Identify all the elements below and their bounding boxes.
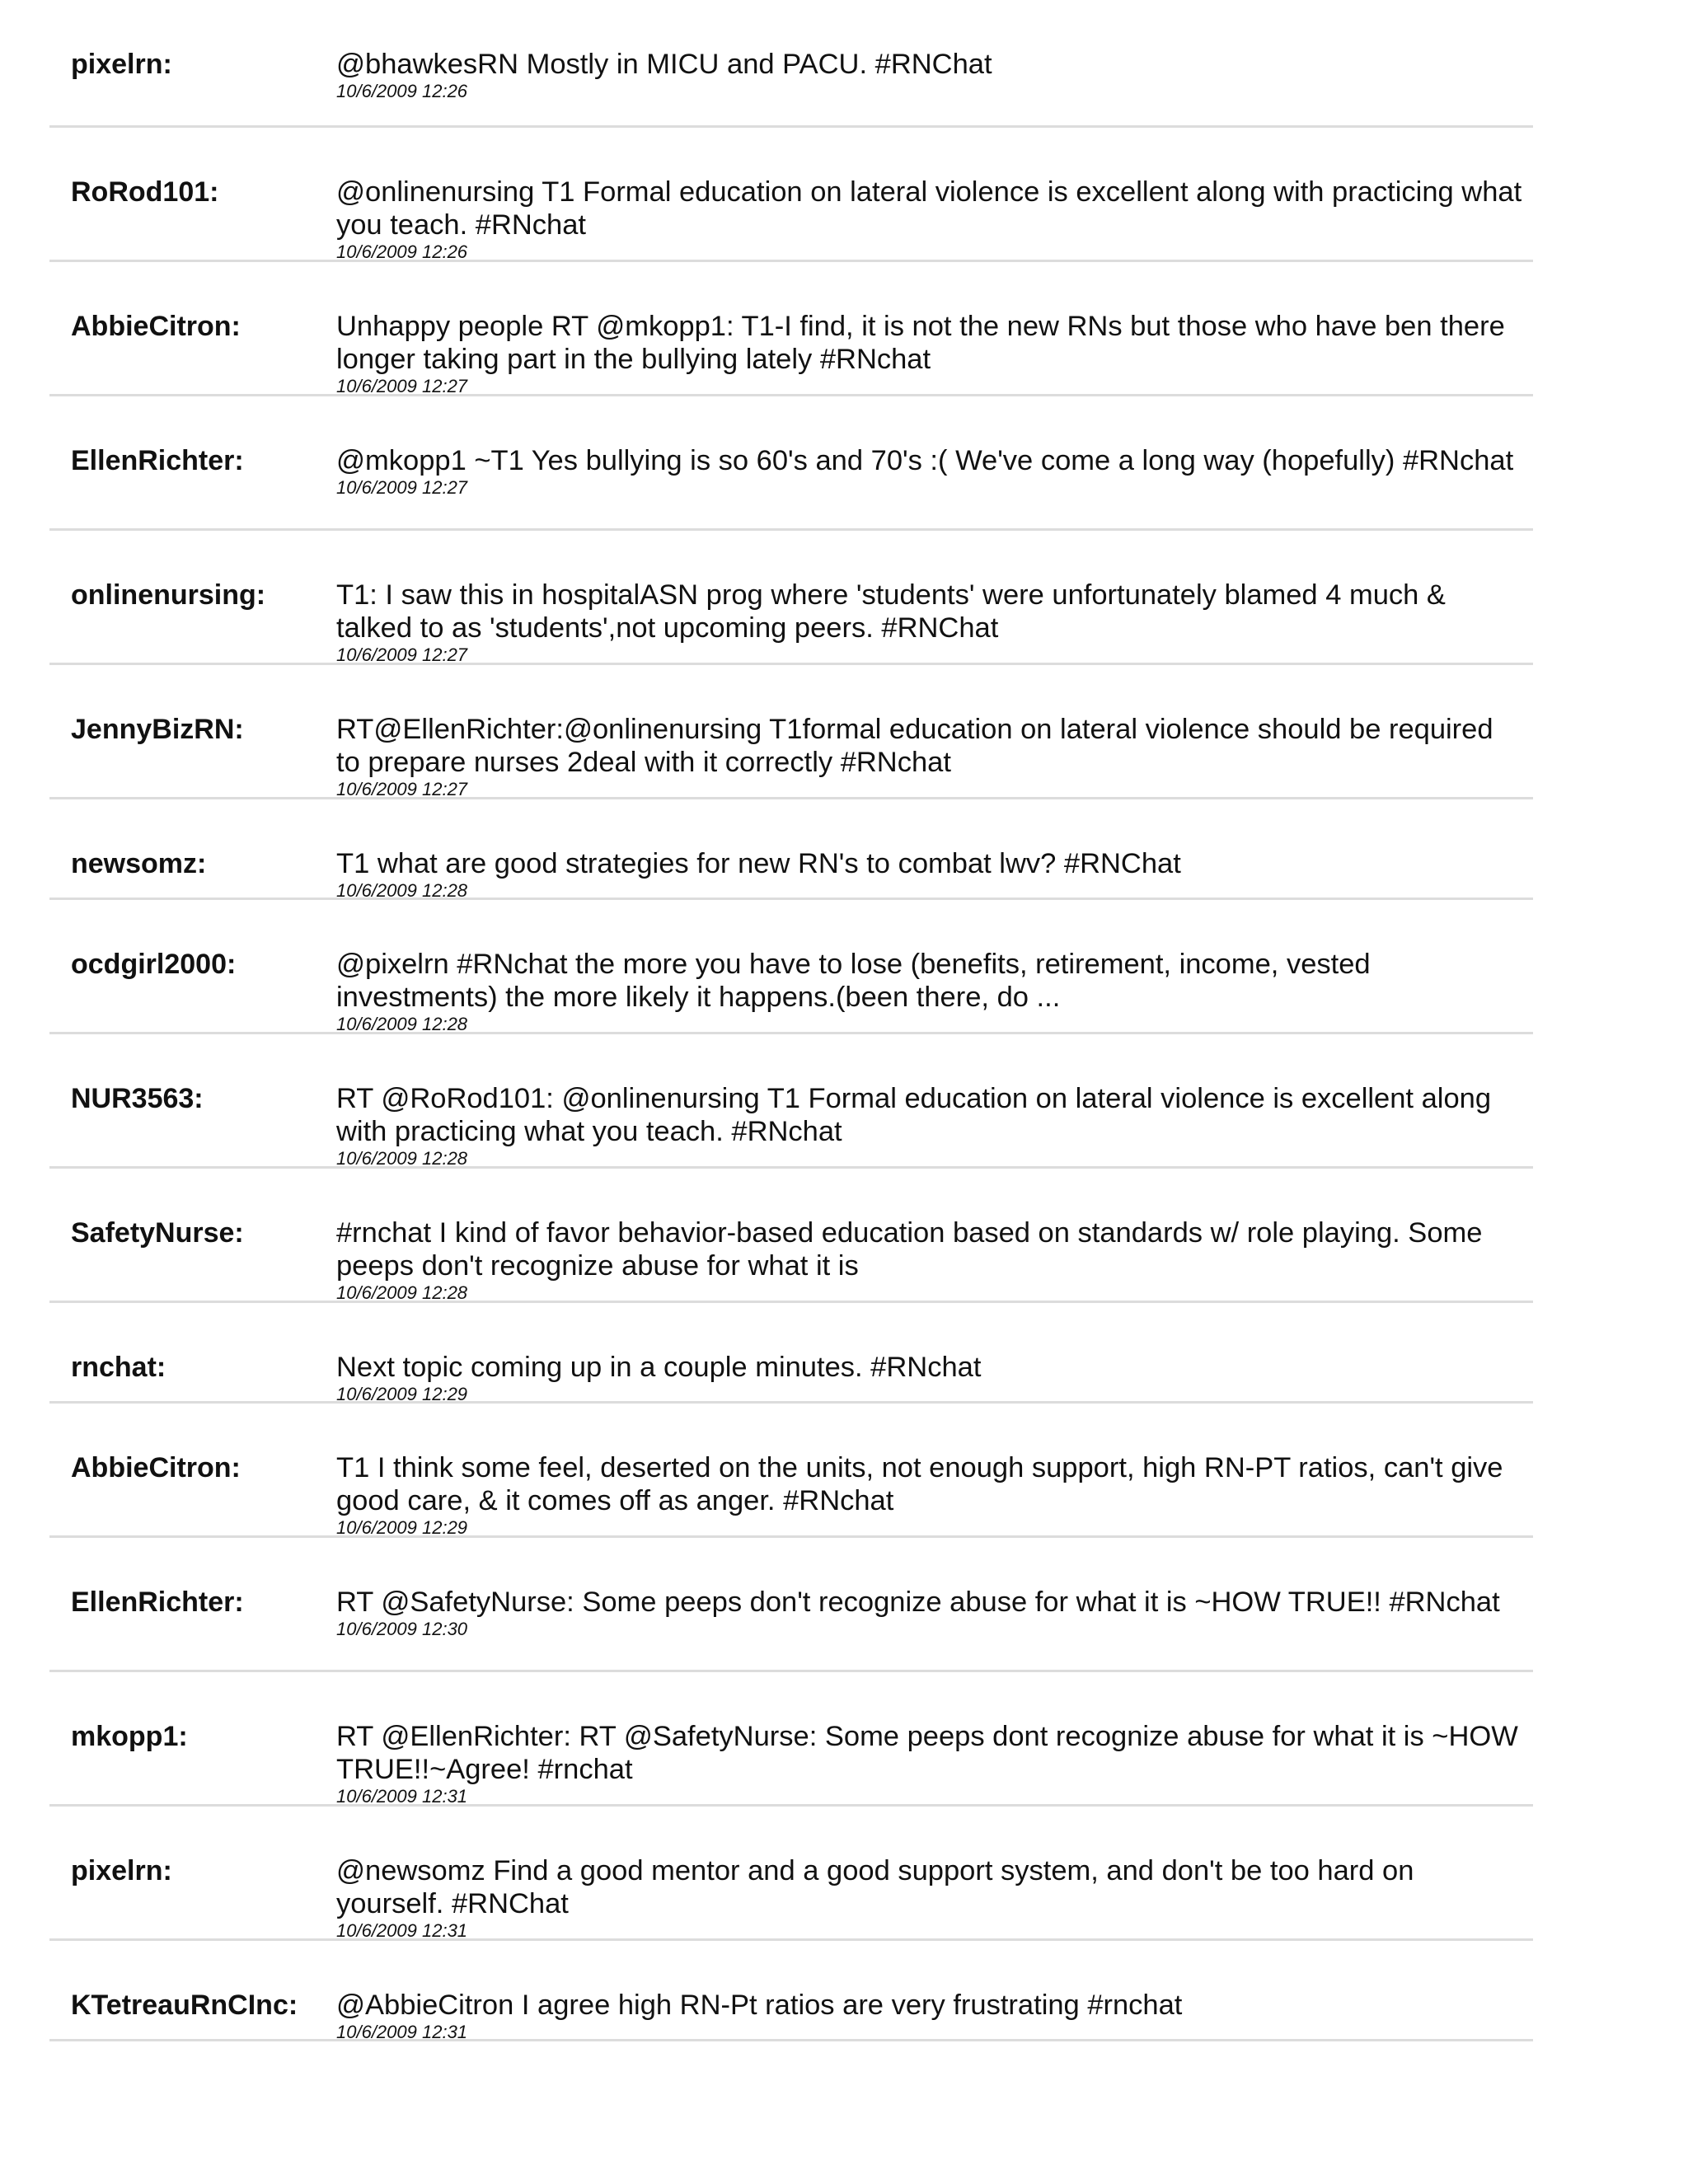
tweet-timestamp: 10/6/2009 12:28	[336, 1282, 468, 1303]
tweet-text: RT@EllenRichter:@onlinenursing T1formal education on lateral violence should be required to prepare nurses 2deal with it correctly #RNchat	[336, 714, 1493, 778]
tweet-row	[49, 1672, 1533, 1807]
chat-transcript	[49, 0, 1533, 2041]
tweet-timestamp: 10/6/2009 12:28	[336, 1014, 468, 1034]
tweet-text: @newsomz Find a good mentor and a good support system, and don't be too hard on yourself. #RNChat	[336, 1855, 1414, 1919]
tweet-row	[49, 0, 1533, 128]
tweet-author: rnchat:	[71, 1352, 166, 1383]
tweet-body	[336, 847, 1523, 902]
tweet-timestamp: 10/6/2009 12:31	[336, 1920, 468, 1941]
tweet-body	[336, 1586, 1523, 1640]
tweet-body	[336, 579, 1523, 666]
tweet-author: EllenRichter:	[71, 445, 244, 476]
tweet-text: Unhappy people RT @mkopp1: T1-I find, it is not the new RNs but those who have ben there longer taking part in the bullying lately #RNchat	[336, 311, 1505, 375]
tweet-body	[336, 1989, 1523, 2043]
tweet-body	[336, 1451, 1523, 1539]
tweet-text: Next topic coming up in a couple minutes. #RNchat	[336, 1352, 982, 1383]
tweet-body	[336, 1216, 1523, 1304]
tweet-body	[336, 444, 1523, 499]
tweet-author: AbbieCitron:	[71, 311, 241, 342]
tweet-row	[49, 1538, 1533, 1672]
tweet-body	[336, 310, 1523, 397]
tweet-author: NUR3563:	[71, 1083, 204, 1114]
tweet-timestamp: 10/6/2009 12:26	[336, 241, 468, 262]
tweet-row	[49, 665, 1533, 799]
tweet-body	[336, 1720, 1523, 1807]
tweet-timestamp: 10/6/2009 12:31	[336, 2022, 468, 2042]
tweet-body	[336, 176, 1523, 263]
tweet-body	[336, 713, 1523, 800]
tweet-author: EllenRichter:	[71, 1586, 244, 1618]
tweet-author: JennyBizRN:	[71, 714, 244, 745]
tweet-timestamp: 10/6/2009 12:27	[336, 644, 468, 665]
tweet-text: RT @SafetyNurse: Some peeps don't recognize abuse for what it is ~HOW TRUE!! #RNchat	[336, 1586, 1500, 1618]
tweet-body	[336, 1082, 1523, 1169]
tweet-timestamp: 10/6/2009 12:27	[336, 376, 468, 396]
tweet-row	[49, 1404, 1533, 1538]
tweet-author: AbbieCitron:	[71, 1452, 241, 1483]
tweet-text: @AbbieCitron I agree high RN-Pt ratios are very frustrating #rnchat	[336, 1990, 1183, 2021]
tweet-row	[49, 1034, 1533, 1169]
tweet-author: pixelrn:	[71, 1855, 172, 1886]
tweet-body	[336, 948, 1523, 1035]
tweet-timestamp: 10/6/2009 12:26	[336, 81, 468, 101]
tweet-row	[49, 1169, 1533, 1303]
tweet-text: T1 what are good strategies for new RN's to combat lwv? #RNChat	[336, 848, 1181, 879]
tweet-body	[336, 1854, 1523, 1942]
tweet-author: newsomz:	[71, 848, 207, 879]
tweet-text: @mkopp1 ~T1 Yes bullying is so 60's and 70's :( We've come a long way (hopefully) #RNchat	[336, 445, 1514, 476]
tweet-author: ocdgirl2000:	[71, 949, 237, 980]
tweet-row	[49, 128, 1533, 262]
tweet-row	[49, 531, 1533, 665]
tweet-timestamp: 10/6/2009 12:29	[336, 1517, 468, 1538]
tweet-timestamp: 10/6/2009 12:28	[336, 1148, 468, 1169]
tweet-row	[49, 1303, 1533, 1404]
tweet-timestamp: 10/6/2009 12:30	[336, 1619, 468, 1639]
tweet-text: T1: I saw this in hospitalASN prog where 'students' were unfortunately blamed 4 much & talked to as 'students',not upcoming peers. #RNChat	[336, 579, 1446, 644]
tweet-text: T1 I think some feel, deserted on the units, not enough support, high RN-PT ratios, can't give good care, & it comes off as anger. #RNchat	[336, 1452, 1503, 1516]
tweet-author: RoRod101:	[71, 176, 219, 208]
tweet-text: @pixelrn #RNchat the more you have to lose (benefits, retirement, income, vested investments) the more likely it happens.(been there, do ...	[336, 949, 1371, 1013]
tweet-text: RT @RoRod101: @onlinenursing T1 Formal education on lateral violence is excellent along with practicing what you teach. #RNchat	[336, 1083, 1492, 1147]
tweet-row	[49, 799, 1533, 900]
tweet-text: @bhawkesRN Mostly in MICU and PACU. #RNChat	[336, 49, 992, 80]
tweet-author: KTetreauRnCInc:	[71, 1990, 298, 2021]
tweet-body	[336, 48, 1523, 102]
tweet-row	[49, 900, 1533, 1034]
tweet-text: @onlinenursing T1 Formal education on lateral violence is excellent along with practicing what you teach. #RNchat	[336, 176, 1522, 241]
tweet-timestamp: 10/6/2009 12:27	[336, 477, 468, 498]
tweet-row	[49, 262, 1533, 396]
tweet-timestamp: 10/6/2009 12:28	[336, 880, 468, 901]
tweet-text: #rnchat I kind of favor behavior-based education based on standards w/ role playing. Some peeps don't recognize abuse for what it is	[336, 1217, 1483, 1282]
tweet-timestamp: 10/6/2009 12:31	[336, 1786, 468, 1807]
tweet-row	[49, 396, 1533, 531]
tweet-timestamp: 10/6/2009 12:27	[336, 779, 468, 799]
tweet-author: mkopp1:	[71, 1721, 188, 1752]
tweet-author: pixelrn:	[71, 49, 172, 80]
tweet-author: SafetyNurse:	[71, 1217, 244, 1249]
tweet-row	[49, 1807, 1533, 1941]
tweet-body	[336, 1351, 1523, 1405]
tweet-row	[49, 1941, 1533, 2041]
tweet-author: onlinenursing:	[71, 579, 266, 611]
tweet-text: RT @EllenRichter: RT @SafetyNurse: Some peeps dont recognize abuse for what it is ~HOW TRUE!!~Agree! #rnchat	[336, 1721, 1518, 1785]
tweet-timestamp: 10/6/2009 12:29	[336, 1384, 468, 1404]
